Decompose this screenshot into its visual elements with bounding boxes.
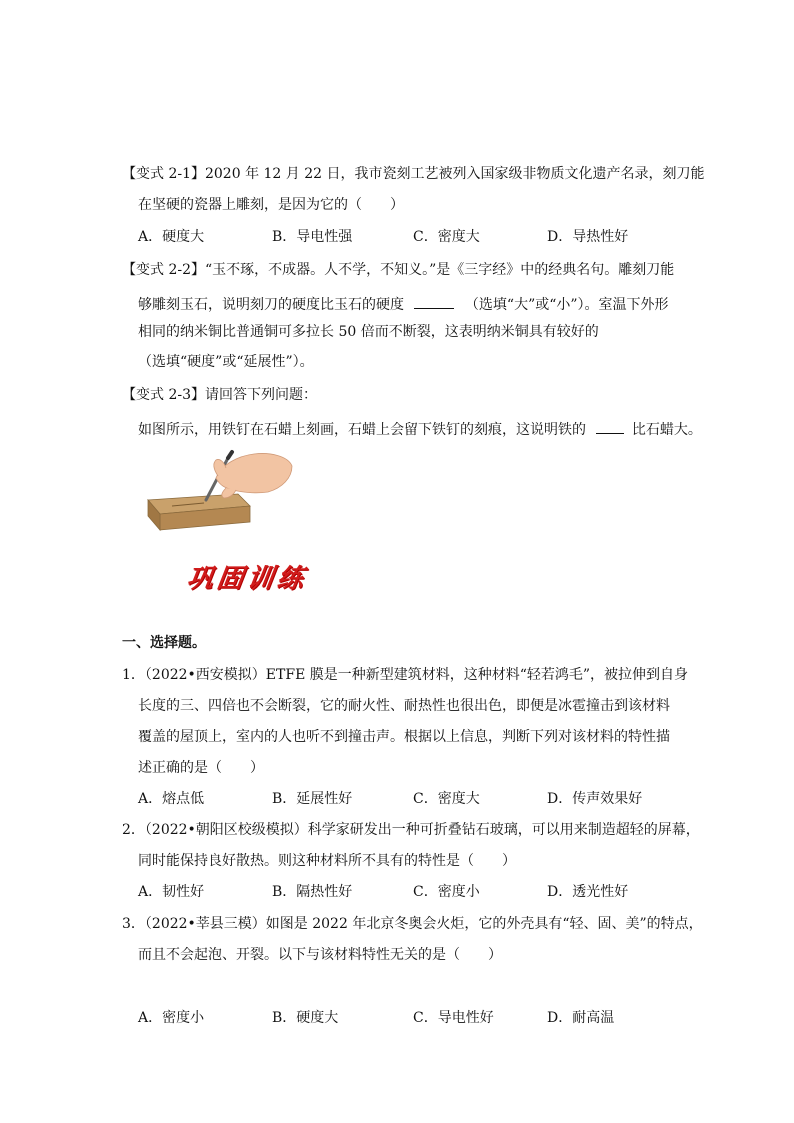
part-heading: 一、选择题。 <box>122 635 206 651</box>
variant-2-2-line3: 相同的纳米铜比普通铜可多拉长 50 倍而不断裂，这表明纳米铜具有较好的 <box>138 324 599 340</box>
answer-blank[interactable] <box>414 294 454 309</box>
variant-2-3-line2-before: 如图所示，用铁钉在石蜡上刻画，石蜡上会留下铁钉的刻痕，这说明铁的 <box>138 422 586 438</box>
option-d: D．导热性好 <box>547 229 629 245</box>
q1-options <box>138 792 698 810</box>
option-c: C．密度大 <box>413 229 480 245</box>
option-b: B．硬度大 <box>272 1010 339 1026</box>
variant-2-2-line4: （选填“硬度”或“延展性”）。 <box>138 354 314 370</box>
variant-2-3-line2 <box>138 419 702 437</box>
option-a: A．密度小 <box>138 1010 205 1026</box>
option-d: D．耐高温 <box>547 1010 615 1026</box>
option-a: A．硬度大 <box>138 229 205 245</box>
q1-line2: 长度的三、四倍也不会断裂，它的耐火性、耐热性也很出色，即便是冰雹撞击到该材料 <box>138 698 670 714</box>
q1-line3: 覆盖的屋顶上，室内的人也听不到撞击声。根据以上信息，判断下列对该材料的特性描 <box>138 729 670 745</box>
variant-2-2-line2-after: （选填“大”或“小”）。室温下外形 <box>464 297 669 313</box>
variant-2-2-line2 <box>138 294 669 312</box>
q1-line1: 1．（2022•西安模拟）ETFE 膜是一种新型建筑材料，这种材料“轻若鸿毛”，被拉伸到自身 <box>122 667 689 683</box>
option-b: B．隔热性好 <box>272 884 353 900</box>
q2-line1: 2．（2022•朝阳区校级模拟）科学家研发出一种可折叠钻石玻璃，可以用来制造超轻的屏幕， <box>122 822 700 838</box>
option-c: C．密度小 <box>413 884 480 900</box>
option-d: D．传声效果好 <box>547 791 643 807</box>
option-a: A．熔点低 <box>138 791 205 807</box>
q1-line4: 述正确的是（ ） <box>138 760 264 776</box>
option-a: A．韧性好 <box>138 884 205 900</box>
option-d: D．透光性好 <box>547 884 629 900</box>
q2-options <box>138 885 698 903</box>
q3-line2: 而且不会起泡、开裂。以下与该材料特性无关的是（ ） <box>138 947 502 963</box>
section-title: 巩固训练 <box>184 564 310 594</box>
variant-2-1-line2: 在坚硬的瓷器上雕刻，是因为它的（ ） <box>138 197 404 213</box>
option-b: B．延展性好 <box>272 791 353 807</box>
option-c: C．导电性好 <box>413 1010 494 1026</box>
variant-2-1-line1: 【变式 2-1】2020 年 12 月 22 日，我市瓷刻工艺被列入国家级非物质文化遗产名录，刻刀能 <box>122 166 705 182</box>
variant-2-2-line2-before: 够雕刻玉石，说明刻刀的硬度比玉石的硬度 <box>138 297 404 313</box>
answer-blank[interactable] <box>596 419 624 434</box>
variant-2-1-options <box>138 230 698 248</box>
variant-2-3-line2-after: 比石蜡大。 <box>631 422 702 438</box>
q3-options <box>138 1011 698 1029</box>
option-c: C．密度大 <box>413 791 480 807</box>
variant-2-2-line1: 【变式 2-2】“玉不琢，不成器。人不学，不知义。”是《三字经》中的经典名句。雕刻刀能 <box>122 262 675 278</box>
q3-line1: 3．（2022•莘县三模）如图是 2022 年北京冬奥会火炬，它的外壳具有“轻、固、美”的特点， <box>122 916 703 932</box>
variant-2-3-line1: 【变式 2-3】请回答下列问题： <box>122 387 317 403</box>
q2-line2: 同时能保持良好散热。则这种材料所不具有的特性是（ ） <box>138 853 516 869</box>
option-b: B．导电性强 <box>272 229 353 245</box>
nail-scratching-wax-illustration <box>142 448 294 532</box>
